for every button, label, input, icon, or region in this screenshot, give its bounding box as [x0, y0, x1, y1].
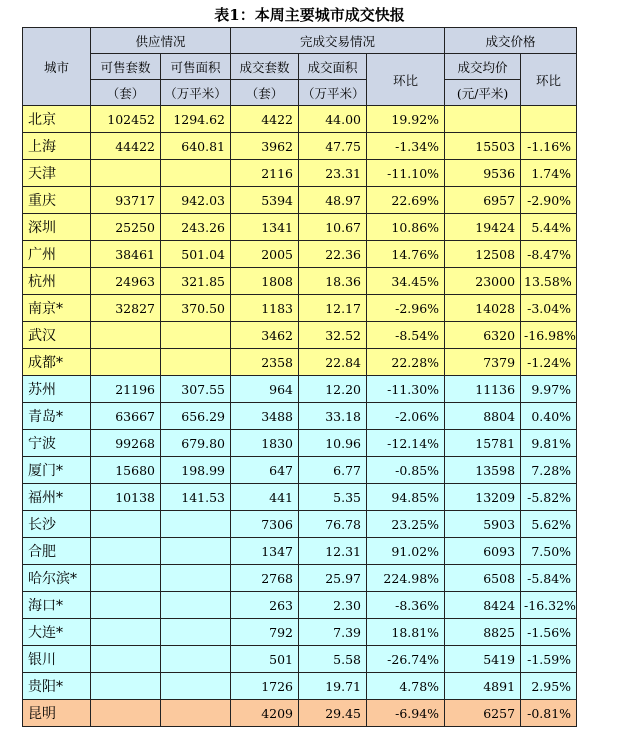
avg-price-cell: 13598 [445, 457, 521, 484]
deal-units-cell: 263 [231, 592, 299, 619]
trade-ratio-cell: 18.81% [367, 619, 445, 646]
table-row [23, 322, 577, 349]
avail-units-cell: 93717 [91, 187, 161, 214]
avail-units-cell [91, 538, 161, 565]
header-price-ratio: 环比 [521, 54, 577, 106]
avail-units-cell: 102452 [91, 106, 161, 133]
table-row [23, 700, 577, 727]
header-unit-tao2: （套） [231, 80, 299, 106]
deal-units-cell: 1183 [231, 295, 299, 322]
table-row [23, 376, 577, 403]
avail-area-cell: 370.50 [161, 295, 231, 322]
avail-units-cell [91, 322, 161, 349]
header-deal-area: 成交面积 [299, 54, 367, 80]
avg-price-cell: 8825 [445, 619, 521, 646]
avail-area-cell [161, 700, 231, 727]
table-row [23, 241, 577, 268]
table-header [23, 28, 577, 106]
table-row [23, 511, 577, 538]
city-cell: 厦门* [23, 457, 91, 484]
avg-price-cell: 15503 [445, 133, 521, 160]
avail-units-cell [91, 565, 161, 592]
deal-units-cell: 647 [231, 457, 299, 484]
table-row [23, 430, 577, 457]
avg-price-cell: 6320 [445, 322, 521, 349]
city-cell: 青岛* [23, 403, 91, 430]
trade-ratio-cell: -11.10% [367, 160, 445, 187]
avail-area-cell [161, 646, 231, 673]
avail-area-cell [161, 160, 231, 187]
avg-price-cell: 12508 [445, 241, 521, 268]
deal-area-cell: 10.96 [299, 430, 367, 457]
deal-area-cell: 10.67 [299, 214, 367, 241]
city-cell: 海口* [23, 592, 91, 619]
avg-price-cell: 11136 [445, 376, 521, 403]
deal-area-cell: 33.18 [299, 403, 367, 430]
avail-area-cell: 1294.62 [161, 106, 231, 133]
deal-area-cell: 12.31 [299, 538, 367, 565]
avail-area-cell: 141.53 [161, 484, 231, 511]
deal-area-cell: 47.75 [299, 133, 367, 160]
deal-units-cell: 3462 [231, 322, 299, 349]
deal-area-cell: 22.36 [299, 241, 367, 268]
avail-area-cell [161, 673, 231, 700]
avg-price-cell: 8424 [445, 592, 521, 619]
deal-area-cell: 12.17 [299, 295, 367, 322]
price-ratio-cell: -16.98% [521, 322, 577, 349]
trade-ratio-cell: -2.96% [367, 295, 445, 322]
price-ratio-cell: -1.59% [521, 646, 577, 673]
avail-area-cell [161, 565, 231, 592]
trade-ratio-cell: 22.69% [367, 187, 445, 214]
deal-area-cell: 76.78 [299, 511, 367, 538]
deal-area-cell: 23.31 [299, 160, 367, 187]
avail-units-cell [91, 700, 161, 727]
city-cell: 哈尔滨* [23, 565, 91, 592]
table-row [23, 538, 577, 565]
trade-ratio-cell: -1.34% [367, 133, 445, 160]
avail-units-cell: 44422 [91, 133, 161, 160]
deal-units-cell: 7306 [231, 511, 299, 538]
trade-ratio-cell: -26.74% [367, 646, 445, 673]
header-avail-area: 可售面积 [161, 54, 231, 80]
header-price-group: 成交价格 [445, 28, 577, 54]
deal-units-cell: 1726 [231, 673, 299, 700]
deal-area-cell: 2.30 [299, 592, 367, 619]
trade-ratio-cell: 94.85% [367, 484, 445, 511]
table-row [23, 214, 577, 241]
price-ratio-cell: -3.04% [521, 295, 577, 322]
avail-area-cell: 679.80 [161, 430, 231, 457]
city-cell: 南京* [23, 295, 91, 322]
deal-area-cell: 48.97 [299, 187, 367, 214]
table-row [23, 619, 577, 646]
table-row [23, 133, 577, 160]
city-cell: 福州* [23, 484, 91, 511]
price-ratio-cell: -0.81% [521, 700, 577, 727]
price-ratio-cell: -1.16% [521, 133, 577, 160]
avail-units-cell: 99268 [91, 430, 161, 457]
deal-area-cell: 12.20 [299, 376, 367, 403]
avg-price-cell: 14028 [445, 295, 521, 322]
avail-area-cell [161, 538, 231, 565]
avg-price-cell: 4891 [445, 673, 521, 700]
header-supply-group: 供应情况 [91, 28, 231, 54]
avail-area-cell: 640.81 [161, 133, 231, 160]
table-row [23, 268, 577, 295]
price-ratio-cell [521, 106, 577, 133]
avail-units-cell [91, 619, 161, 646]
table-row [23, 565, 577, 592]
price-ratio-cell: 5.44% [521, 214, 577, 241]
avail-units-cell: 15680 [91, 457, 161, 484]
table-row [23, 673, 577, 700]
avail-area-cell [161, 322, 231, 349]
avg-price-cell: 6093 [445, 538, 521, 565]
avg-price-cell: 19424 [445, 214, 521, 241]
city-cell: 杭州 [23, 268, 91, 295]
price-ratio-cell: 9.81% [521, 430, 577, 457]
price-ratio-cell: 7.28% [521, 457, 577, 484]
price-ratio-cell: -2.90% [521, 187, 577, 214]
avg-price-cell: 23000 [445, 268, 521, 295]
trade-ratio-cell: -2.06% [367, 403, 445, 430]
table-row [23, 187, 577, 214]
city-cell: 广州 [23, 241, 91, 268]
avg-price-cell: 13209 [445, 484, 521, 511]
avail-area-cell [161, 619, 231, 646]
deal-units-cell: 964 [231, 376, 299, 403]
header-avg-price: 成交均价 [445, 54, 521, 80]
avail-units-cell: 10138 [91, 484, 161, 511]
avg-price-cell: 15781 [445, 430, 521, 457]
table-title: 表1：本周主要城市成交快报 [214, 6, 405, 24]
table-row [23, 106, 577, 133]
price-ratio-cell: -8.47% [521, 241, 577, 268]
price-ratio-cell: 9.97% [521, 376, 577, 403]
deal-units-cell: 4422 [231, 106, 299, 133]
city-cell: 重庆 [23, 187, 91, 214]
avail-units-cell: 21196 [91, 376, 161, 403]
avail-units-cell [91, 160, 161, 187]
avail-area-cell: 501.04 [161, 241, 231, 268]
city-cell: 成都* [23, 349, 91, 376]
price-ratio-cell: -5.84% [521, 565, 577, 592]
avg-price-cell: 6257 [445, 700, 521, 727]
avail-area-cell: 307.55 [161, 376, 231, 403]
trade-ratio-cell: 91.02% [367, 538, 445, 565]
deal-area-cell: 5.35 [299, 484, 367, 511]
city-cell: 北京 [23, 106, 91, 133]
avail-units-cell: 32827 [91, 295, 161, 322]
price-ratio-cell: -1.56% [521, 619, 577, 646]
deal-units-cell: 792 [231, 619, 299, 646]
deal-units-cell: 3962 [231, 133, 299, 160]
city-cell: 昆明 [23, 700, 91, 727]
header-avail-units: 可售套数 [91, 54, 161, 80]
price-ratio-cell: 13.58% [521, 268, 577, 295]
header-unit-price: (元/平米) [445, 80, 521, 106]
city-cell: 银川 [23, 646, 91, 673]
avail-units-cell [91, 349, 161, 376]
trade-ratio-cell: -8.36% [367, 592, 445, 619]
avg-price-cell: 9536 [445, 160, 521, 187]
deal-area-cell: 5.58 [299, 646, 367, 673]
table-row [23, 349, 577, 376]
deal-area-cell: 6.77 [299, 457, 367, 484]
deal-area-cell: 44.00 [299, 106, 367, 133]
header-deal-units: 成交套数 [231, 54, 299, 80]
deal-area-cell: 7.39 [299, 619, 367, 646]
price-ratio-cell: 5.62% [521, 511, 577, 538]
avail-units-cell: 38461 [91, 241, 161, 268]
price-ratio-cell: -16.32% [521, 592, 577, 619]
avg-price-cell: 6508 [445, 565, 521, 592]
city-cell: 天津 [23, 160, 91, 187]
deal-units-cell: 2768 [231, 565, 299, 592]
table-body [23, 106, 577, 727]
city-cell: 宁波 [23, 430, 91, 457]
table-row [23, 592, 577, 619]
avail-area-cell: 942.03 [161, 187, 231, 214]
avg-price-cell [445, 106, 521, 133]
deal-area-cell: 25.97 [299, 565, 367, 592]
avg-price-cell: 7379 [445, 349, 521, 376]
header-trade-group: 完成交易情况 [231, 28, 445, 54]
deal-units-cell: 3488 [231, 403, 299, 430]
avail-area-cell: 321.85 [161, 268, 231, 295]
price-ratio-cell: 7.50% [521, 538, 577, 565]
deal-units-cell: 5394 [231, 187, 299, 214]
header-unit-wan: （万平米） [161, 80, 231, 106]
city-cell: 武汉 [23, 322, 91, 349]
avail-area-cell [161, 592, 231, 619]
deal-units-cell: 1830 [231, 430, 299, 457]
city-cell: 苏州 [23, 376, 91, 403]
deal-units-cell: 2005 [231, 241, 299, 268]
table-row [23, 646, 577, 673]
deal-area-cell: 32.52 [299, 322, 367, 349]
trade-ratio-cell: 22.28% [367, 349, 445, 376]
trade-ratio-cell: -12.14% [367, 430, 445, 457]
header-trade-ratio: 环比 [367, 54, 445, 106]
avail-units-cell [91, 592, 161, 619]
city-cell: 大连* [23, 619, 91, 646]
avail-units-cell: 63667 [91, 403, 161, 430]
deal-units-cell: 1341 [231, 214, 299, 241]
trade-ratio-cell: -11.30% [367, 376, 445, 403]
table-row [23, 457, 577, 484]
avg-price-cell: 8804 [445, 403, 521, 430]
avail-area-cell [161, 511, 231, 538]
trade-ratio-cell: 23.25% [367, 511, 445, 538]
trade-ratio-cell: 224.98% [367, 565, 445, 592]
deal-units-cell: 1808 [231, 268, 299, 295]
city-cell: 合肥 [23, 538, 91, 565]
trade-ratio-cell: -6.94% [367, 700, 445, 727]
avail-units-cell [91, 511, 161, 538]
trade-ratio-cell: 19.92% [367, 106, 445, 133]
avail-area-cell: 656.29 [161, 403, 231, 430]
deal-area-cell: 29.45 [299, 700, 367, 727]
deal-units-cell: 4209 [231, 700, 299, 727]
city-cell: 长沙 [23, 511, 91, 538]
price-ratio-cell: 0.40% [521, 403, 577, 430]
avg-price-cell: 5419 [445, 646, 521, 673]
avg-price-cell: 5903 [445, 511, 521, 538]
deal-area-cell: 18.36 [299, 268, 367, 295]
deal-area-cell: 19.71 [299, 673, 367, 700]
trade-ratio-cell: 34.45% [367, 268, 445, 295]
avail-units-cell [91, 673, 161, 700]
deal-units-cell: 2358 [231, 349, 299, 376]
header-unit-wan2: （万平米） [299, 80, 367, 106]
deal-area-cell: 22.84 [299, 349, 367, 376]
city-deals-table [22, 27, 577, 727]
price-ratio-cell: 2.95% [521, 673, 577, 700]
avail-units-cell: 24963 [91, 268, 161, 295]
avail-area-cell: 198.99 [161, 457, 231, 484]
avail-area-cell [161, 349, 231, 376]
avail-area-cell: 243.26 [161, 214, 231, 241]
avail-units-cell: 25250 [91, 214, 161, 241]
trade-ratio-cell: 14.76% [367, 241, 445, 268]
trade-ratio-cell: -8.54% [367, 322, 445, 349]
city-cell: 贵阳* [23, 673, 91, 700]
header-city: 城市 [23, 28, 91, 106]
price-ratio-cell: -1.24% [521, 349, 577, 376]
table-row [23, 295, 577, 322]
deal-units-cell: 441 [231, 484, 299, 511]
table-row [23, 403, 577, 430]
price-ratio-cell: -5.82% [521, 484, 577, 511]
deal-units-cell: 501 [231, 646, 299, 673]
avail-units-cell [91, 646, 161, 673]
trade-ratio-cell: -0.85% [367, 457, 445, 484]
table-row [23, 160, 577, 187]
city-cell: 深圳 [23, 214, 91, 241]
city-cell: 上海 [23, 133, 91, 160]
price-ratio-cell: 1.74% [521, 160, 577, 187]
header-unit-tao: （套） [91, 80, 161, 106]
avg-price-cell: 6957 [445, 187, 521, 214]
table-row [23, 484, 577, 511]
trade-ratio-cell: 10.86% [367, 214, 445, 241]
deal-units-cell: 1347 [231, 538, 299, 565]
deal-units-cell: 2116 [231, 160, 299, 187]
trade-ratio-cell: 4.78% [367, 673, 445, 700]
